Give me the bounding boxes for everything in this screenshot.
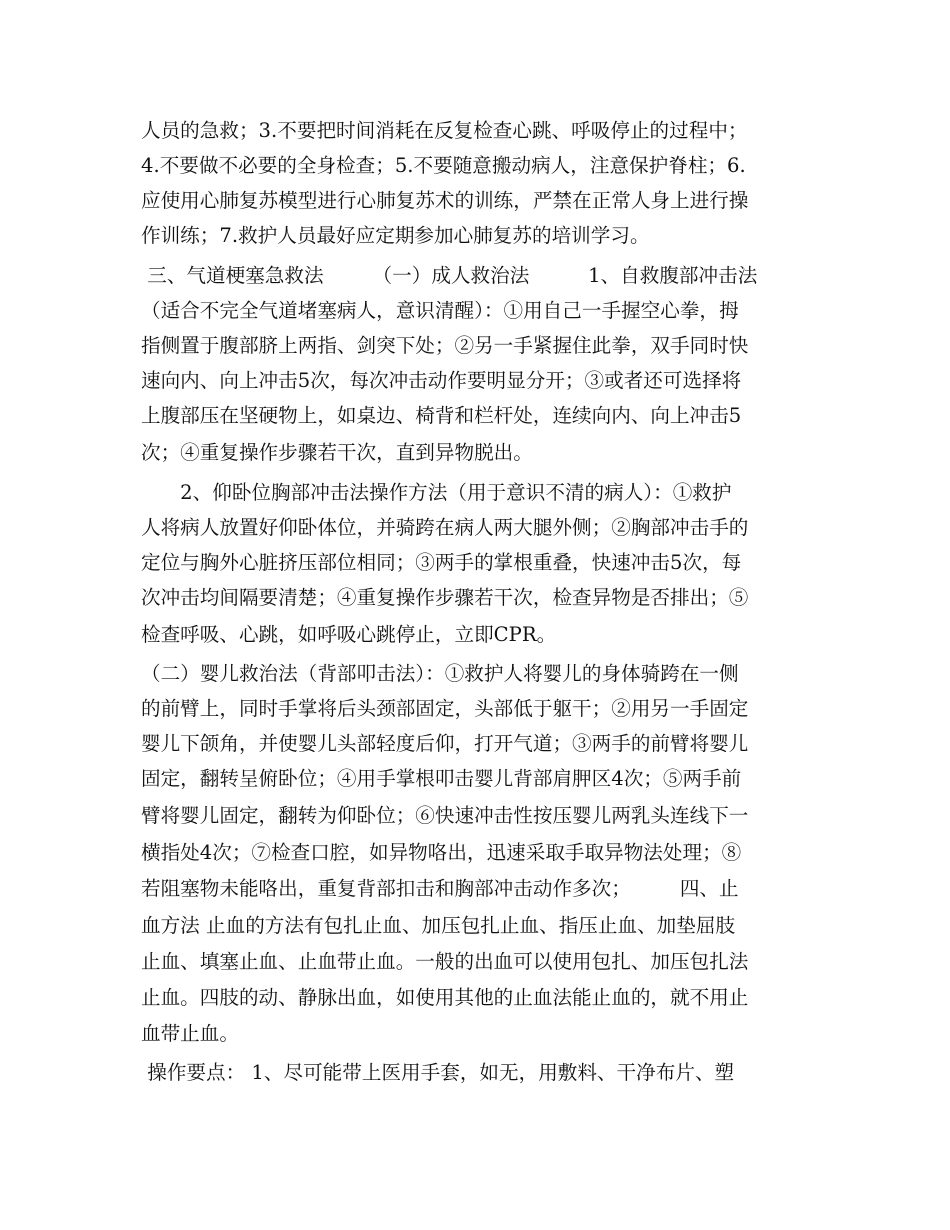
text-line: 4.不要做不必要的全身检查；5.不要随意搬动病人，注意保护脊柱；6. — [141, 154, 746, 177]
text-line: 固定，翻转呈俯卧位；④用手掌根叩击婴儿背部肩胛区4次；⑤两手前 — [141, 767, 742, 790]
text-line: 人将病人放置好仰卧体位，并骑跨在病人两大腿外侧；②胸部冲击手的 — [141, 516, 749, 539]
text-line: 的前臂上，同时手掌将后头颈部固定，头部低于躯干；②用另一手固定 — [141, 697, 749, 720]
text-line: （适合不完全气道堵塞病人，意识清醒）：①用自己一手握空心拳，拇 — [141, 299, 739, 322]
text-line: 次冲击均间隔要清楚；④重复操作步骤若干次，检查异物是否排出；⑤ — [141, 586, 749, 609]
text-line: 臂将婴儿固定，翻转为仰卧位；⑥快速冲击性按压婴儿两乳头连线下一 — [141, 804, 749, 827]
text-line: 止血、填塞止血、止血带止血。一般的出血可以使用包扎、加压包扎法 — [141, 950, 749, 973]
text-line: 横指处4次；⑦检查口腔，如异物咯出，迅速采取手取异物法处理；⑧ — [141, 841, 742, 864]
text-line: 指侧置于腹部脐上两指、剑突下处；②另一手紧握住此拳，双手同时快 — [141, 334, 749, 357]
section-heading-line: 三、气道梗塞急救法 （一）成人救治法 1、自救腹部冲击法 — [141, 264, 758, 287]
text-line: 上腹部压在坚硬物上，如桌边、椅背和栏杆处，连续向内、向上冲击5 — [141, 404, 742, 427]
text-line: 操作要点： 1、尽可能带上医用手套，如无，用敷料、干净布片、塑 — [141, 1061, 735, 1084]
text-line: 检查呼吸、心跳，如呼吸心跳停止，立即CPR。 — [141, 623, 557, 646]
text-line: 婴儿下颌角，并使婴儿头部轻度后仰，打开气道；③两手的前臂将婴儿 — [141, 732, 749, 755]
text-line: 若阻塞物未能咯出，重复背部扣击和胸部冲击动作多次； 四、止 — [141, 877, 739, 900]
text-line: 人员的急救；3.不要把时间消耗在反复检查心跳、呼吸停止的过程中； — [141, 119, 748, 142]
text-line: 速向内、向上冲击5次，每次冲击动作要明显分开；③或者还可选择将 — [141, 369, 742, 392]
text-line: 2、仰卧位胸部冲击法操作方法（用于意识不清的病人）：①救护 — [141, 481, 732, 504]
text-line: 血方法 止血的方法有包扎止血、加压包扎止血、指压止血、加垫屈肢 — [141, 914, 736, 937]
text-line: 应使用心肺复苏模型进行心肺复苏术的训练，严禁在正常人身上进行操 — [141, 189, 749, 212]
text-line: 作训练；7.救护人员最好应定期参加心肺复苏的培训学习。 — [141, 224, 650, 247]
text-line: 血带止血。 — [141, 1022, 239, 1045]
text-line: （二）婴儿救治法（背部叩击法）：①救护人将婴儿的身体骑跨在一侧 — [141, 662, 739, 685]
text-line: 定位与胸外心脏挤压部位相同；③两手的掌根重叠，快速冲击5次，每 — [141, 551, 742, 574]
text-line: 止血。四肢的动、静脉出血，如使用其他的止血法能止血的，就不用止 — [141, 986, 749, 1009]
text-line: 次；④重复操作步骤若干次，直到异物脱出。 — [141, 441, 533, 464]
